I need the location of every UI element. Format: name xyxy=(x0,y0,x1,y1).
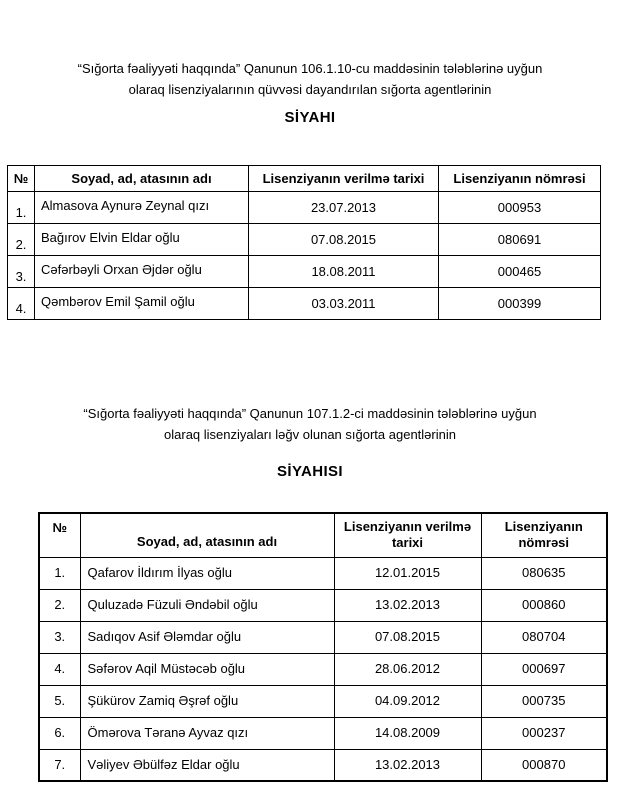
header-name: Soyad, ad, atasının adı xyxy=(35,166,249,192)
header-name: Soyad, ad, atasının adı xyxy=(80,513,334,557)
section2-title-line2: olaraq lisenziyaları ləğv olunan sığorta agentlərinin xyxy=(164,427,456,442)
section1-heading: SİYAHI xyxy=(284,109,336,126)
section1-title-line1: “Sığorta fəaliyyəti haqqında” Qanunun 106.1.10-cu maddəsinin tələblərinə uyğun xyxy=(77,61,543,76)
cell-license-date: 07.08.2015 xyxy=(249,224,439,256)
cell-license-date: 18.08.2011 xyxy=(249,256,439,288)
cell-name: Şükürov Zamiq Əşrəf oğlu xyxy=(80,685,334,717)
table-row xyxy=(39,653,607,685)
table-row xyxy=(39,621,607,653)
cell-no: 4. xyxy=(39,653,80,685)
cell-license-number: 000399 xyxy=(439,288,601,320)
cell-name: Bağırov Elvin Eldar oğlu xyxy=(35,224,249,256)
cell-license-number: 000697 xyxy=(481,653,607,685)
table-row xyxy=(8,224,601,256)
cell-no: 1. xyxy=(39,557,80,589)
cell-no: 7. xyxy=(39,749,80,781)
header-license-number: Lisenziyanın nömrəsi xyxy=(439,166,601,192)
cell-license-number: 000870 xyxy=(481,749,607,781)
cell-name: Qəmbərov Emil Şamil oğlu xyxy=(35,288,249,320)
table-row xyxy=(8,256,601,288)
section2-heading: SİYAHISI xyxy=(276,463,343,480)
cell-no: 5. xyxy=(39,685,80,717)
cell-name: Sadıqov Asif Ələmdar oğlu xyxy=(80,621,334,653)
cell-no: 2. xyxy=(8,224,35,256)
cell-no: 3. xyxy=(8,256,35,288)
cell-name: Quluzadə Füzuli Əndəbil oğlu xyxy=(80,589,334,621)
table-row xyxy=(8,288,601,320)
cell-license-number: 000465 xyxy=(439,256,601,288)
cell-license-number: 080704 xyxy=(481,621,607,653)
table-header-row xyxy=(39,513,607,557)
table-row xyxy=(8,192,601,224)
cell-license-number: 080691 xyxy=(439,224,601,256)
header-license-date: Lisenziyanın verilmə tarixi xyxy=(249,166,439,192)
cell-no: 2. xyxy=(39,589,80,621)
cell-license-number: 080635 xyxy=(481,557,607,589)
cell-name: Vəliyev Əbülfəz Eldar oğlu xyxy=(80,749,334,781)
cell-no: 1. xyxy=(8,192,35,224)
cell-license-number: 000953 xyxy=(439,192,601,224)
header-license-number: Lisenziyanın nömrəsi xyxy=(481,513,607,557)
cell-license-date: 12.01.2015 xyxy=(334,557,481,589)
section2-title-line1: “Sığorta fəaliyyəti haqqında” Qanunun 107.1.2-ci maddəsinin tələblərinə uyğun xyxy=(83,406,537,421)
header-no: № xyxy=(8,166,35,192)
cell-license-number: 000735 xyxy=(481,685,607,717)
cell-name: Cəfərbəyli Orxan Əjdər oğlu xyxy=(35,256,249,288)
cell-name: Qafarov İldırım İlyas oğlu xyxy=(80,557,334,589)
table-row xyxy=(39,589,607,621)
cell-no: 3. xyxy=(39,621,80,653)
table-row xyxy=(39,557,607,589)
cell-name: Səfərov Aqil Müstəcəb oğlu xyxy=(80,653,334,685)
cell-name: Ömərova Təranə Ayvaz qızı xyxy=(80,717,334,749)
cell-license-date: 04.09.2012 xyxy=(334,685,481,717)
section1-title xyxy=(0,58,620,100)
cell-no: 6. xyxy=(39,717,80,749)
suspended-agents-table xyxy=(7,165,601,320)
section2-title xyxy=(0,403,620,445)
cell-license-date: 13.02.2013 xyxy=(334,749,481,781)
cell-license-date: 03.03.2011 xyxy=(249,288,439,320)
table-row xyxy=(39,685,607,717)
header-no: № xyxy=(39,513,80,557)
cell-no: 4. xyxy=(8,288,35,320)
table-row xyxy=(39,717,607,749)
cell-license-date: 28.06.2012 xyxy=(334,653,481,685)
table-header-row xyxy=(8,166,601,192)
cell-license-date: 14.08.2009 xyxy=(334,717,481,749)
cell-name: Almasova Aynurə Zeynal qızı xyxy=(35,192,249,224)
cell-license-date: 23.07.2013 xyxy=(249,192,439,224)
cell-license-date: 07.08.2015 xyxy=(334,621,481,653)
cell-license-date: 13.02.2013 xyxy=(334,589,481,621)
cell-license-number: 000237 xyxy=(481,717,607,749)
table-row xyxy=(39,749,607,781)
section1-title-line2: olaraq lisenziyalarının qüvvəsi dayandırılan sığorta agentlərinin xyxy=(128,82,492,97)
header-license-date: Lisenziyanın verilmə tarixi xyxy=(334,513,481,557)
cell-license-number: 000860 xyxy=(481,589,607,621)
revoked-agents-table xyxy=(38,512,608,782)
